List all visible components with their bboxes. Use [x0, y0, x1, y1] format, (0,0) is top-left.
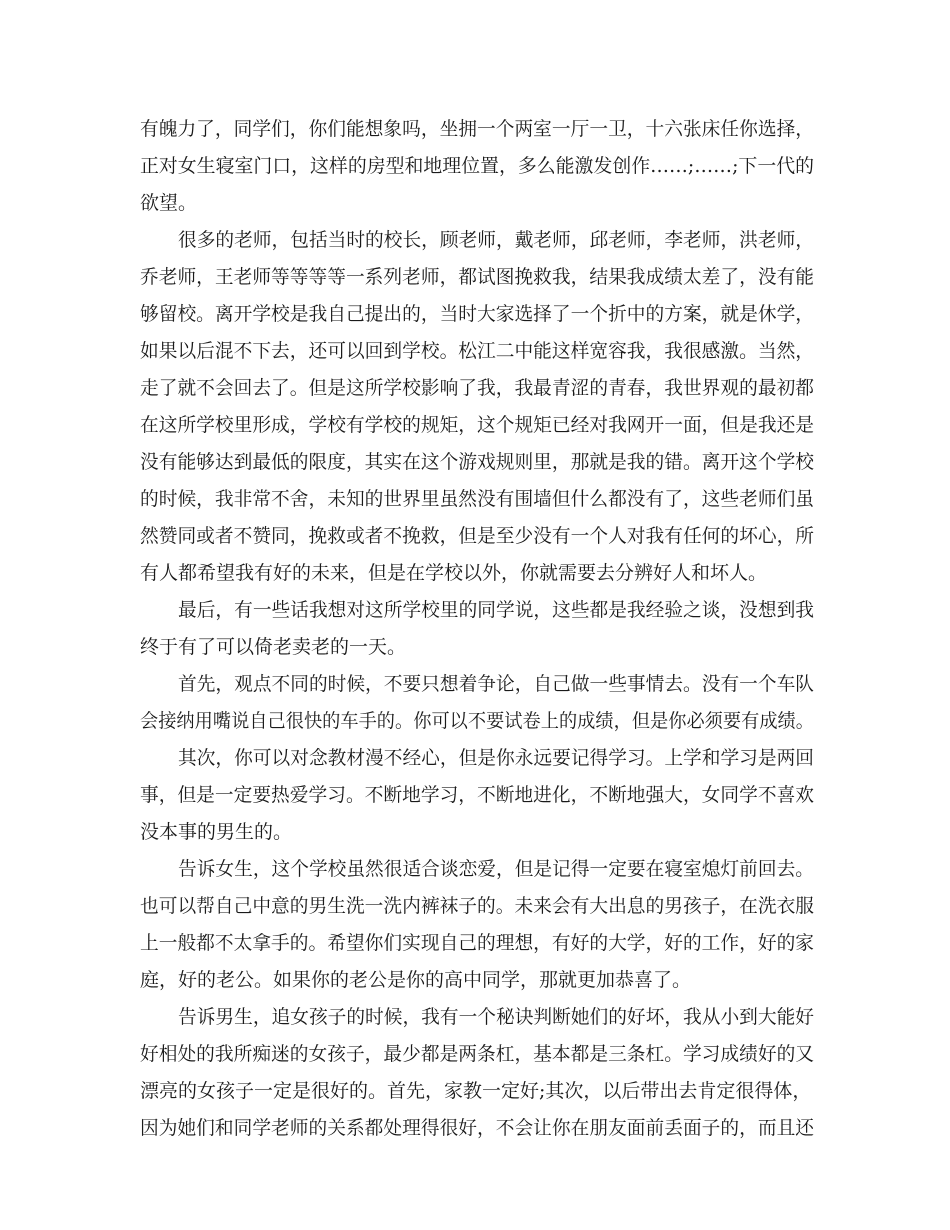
- text-line: 因为她们和同学老师的关系都处理得很好，不会让你在朋友面前丢面子的，而且还: [140, 1117, 815, 1139]
- text-line: 如果以后混不下去，还可以回到学校。松江二中能这样宽容我，我很感激。当然，: [140, 340, 815, 362]
- text-line: 然赞同或者不赞同，挽救或者不挽救，但是至少没有一个人对我有任何的坏心，所: [140, 525, 815, 547]
- text-line: 走了就不会回去了。但是这所学校影响了我，我最青涩的青春，我世界观的最初都: [140, 377, 815, 399]
- text-line: 很多的老师，包括当时的校长，顾老师，戴老师，邱老师，李老师，洪老师，: [178, 229, 815, 251]
- text-line: 终于有了可以倚老卖老的一天。: [140, 636, 407, 658]
- text-line: 告诉男生，追女孩子的时候，我有一个秘诀判断她们的好坏，我从小到大能好: [178, 1006, 815, 1028]
- text-line: 没有能够达到最低的限度，其实在这个游戏规则里，那就是我的错。离开这个学校: [140, 451, 815, 473]
- text-line: 也可以帮自己中意的男生洗一洗内裤袜子的。未来会有大出息的男孩子，在洗衣服: [140, 895, 815, 917]
- text-line: 事，但是一定要热爱学习。不断地学习，不断地进化，不断地强大，女同学不喜欢: [140, 784, 815, 806]
- text-line: 庭，好的老公。如果你的老公是你的高中同学，那就更加恭喜了。: [140, 969, 692, 991]
- text-line: 最后，有一些话我想对这所学校里的同学说，这些都是我经验之谈，没想到我: [178, 599, 815, 621]
- text-line: 乔老师，王老师等等等等一系列老师，都试图挽救我，结果我成绩太差了，没有能: [140, 266, 815, 288]
- text-line: 欲望。: [140, 192, 198, 214]
- text-line: 其次，你可以对念教材漫不经心，但是你永远要记得学习。上学和学习是两回: [178, 747, 815, 769]
- text-line: 的时候，我非常不舍，未知的世界里虽然没有围墙但什么都没有了，这些老师们虽: [140, 488, 815, 510]
- text-line: 有魄力了，同学们，你们能想象吗，坐拥一个两室一厅一卫，十六张床任你选择，: [140, 118, 815, 140]
- text-line: 会接纳用嘴说自己很快的车手的。你可以不要试卷上的成绩，但是你必须要有成绩。: [140, 710, 814, 732]
- text-line: 在这所学校里形成，学校有学校的规矩，这个规矩已经对我网开一面，但是我还是: [140, 414, 815, 436]
- text-line: 正对女生寝室门口，这样的房型和地理位置，多么能激发创作……;……;下一代的: [140, 155, 815, 177]
- text-line: 有人都希望我有好的未来，但是在学校以外，你就需要去分辨好人和坏人。: [140, 562, 768, 584]
- text-line: 上一般都不太拿手的。希望你们实现自己的理想，有好的大学，好的工作，好的家: [140, 932, 815, 954]
- text-line: 够留校。离开学校是我自己提出的，当时大家选择了一个折中的方案，就是休学，: [140, 303, 815, 325]
- text-line: 漂亮的女孩子一定是很好的。首先，家教一定好;其次，以后带出去肯定很得体，: [140, 1080, 812, 1102]
- text-line: 告诉女生，这个学校虽然很适合谈恋爱，但是记得一定要在寝室熄灯前回去。: [178, 858, 815, 880]
- text-line: 没本事的男生的。: [140, 821, 293, 843]
- text-line: 好相处的我所痴迷的女孩子，最少都是两条杠，基本都是三条杠。学习成绩好的又: [140, 1043, 815, 1065]
- text-line: 首先，观点不同的时候，不要只想着争论，自己做一些事情去。没有一个车队: [178, 673, 815, 695]
